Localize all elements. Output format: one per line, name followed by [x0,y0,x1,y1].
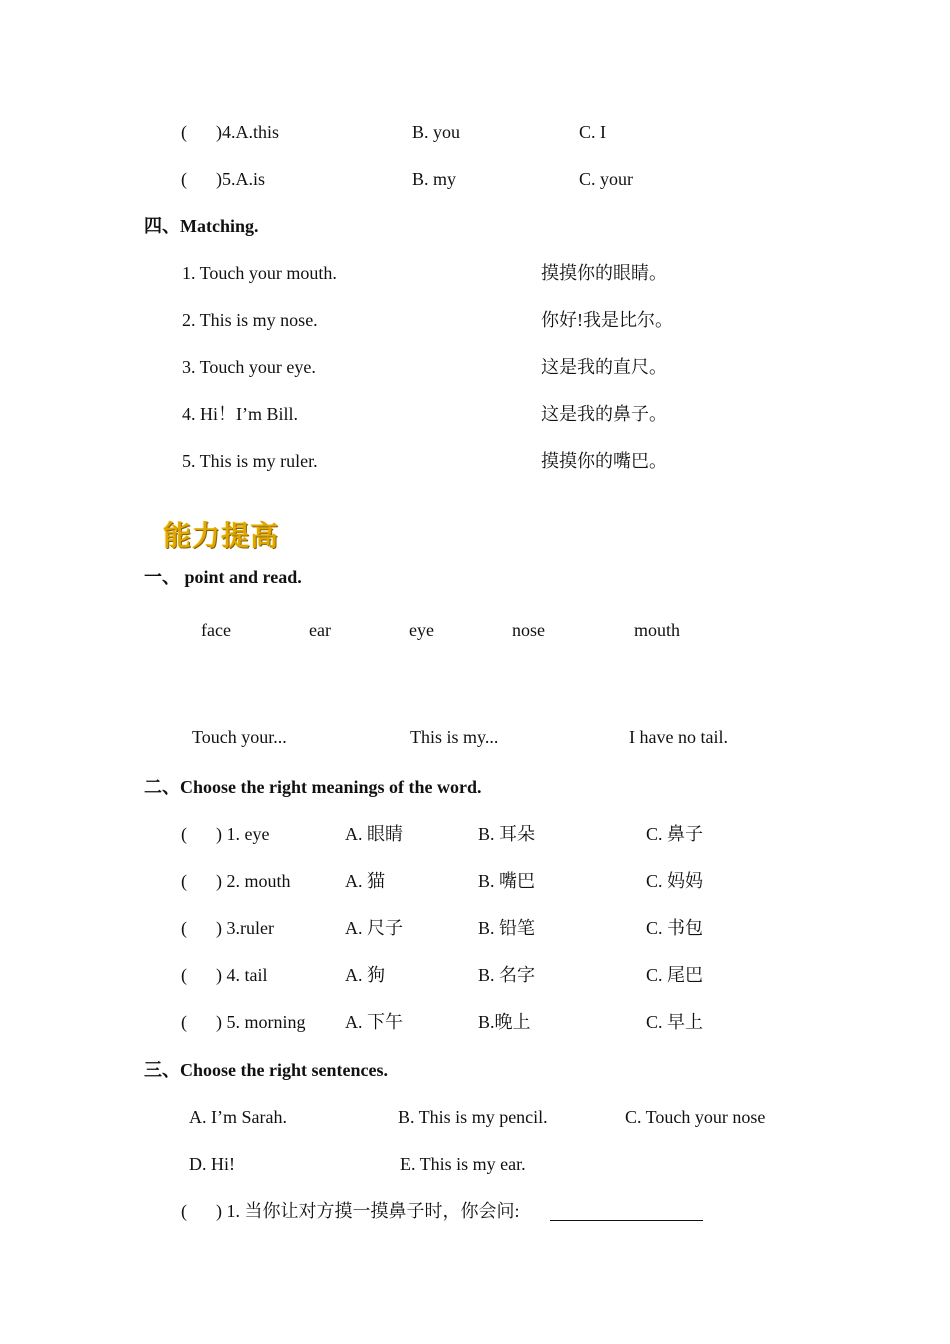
option-b: B. 铅笔 [478,918,536,938]
matching-en-5: 5. This is my ruler. [182,451,318,471]
answer-paren: ( [181,169,187,189]
answer-blank[interactable] [550,1220,703,1221]
sentence-option-d: D. Hi! [189,1154,235,1174]
option-c: C. I [579,122,606,142]
answer-paren: ( [181,965,187,985]
matching-zh-3: 这是我的直尺。 [541,357,667,377]
sentence-option-e: E. This is my ear. [400,1154,526,1174]
point-read-heading: 一、 point and read. [144,567,302,587]
matching-en-1: 1. Touch your mouth. [182,263,337,283]
option-b: B.晚上 [478,1012,531,1032]
sentence-option-c: C. Touch your nose [625,1107,766,1127]
section-banner: 能力提高 [163,519,280,552]
option-c: C. 早上 [646,1012,704,1032]
sentence-question-1: ) 1. 当你让对方摸一摸鼻子时，你会问: [216,1201,520,1221]
option-a: A. 尺子 [345,918,403,938]
option-b: B. 耳朵 [478,824,536,844]
matching-zh-5: 摸摸你的嘴巴。 [541,451,667,471]
matching-zh-1: 摸摸你的眼睛。 [541,263,667,283]
matching-en-3: 3. Touch your eye. [182,357,316,377]
phrase-touch: Touch your... [192,727,287,747]
option-b: B. my [412,169,457,189]
option-b: B. you [412,122,461,142]
question-5: )5.A.is [216,169,265,189]
option-c: C. 妈妈 [646,871,704,891]
matching-zh-4: 这是我的鼻子。 [541,404,667,424]
matching-en-2: 2. This is my nose. [182,310,318,330]
answer-paren: ( [181,122,187,142]
sentence-option-a: A. I’m Sarah. [189,1107,287,1127]
word-mouth: mouth [634,620,681,640]
meaning-question-2: ) 2. mouth [216,871,291,891]
matching-zh-2: 你好!我是比尔。 [541,310,673,330]
matching-heading: 四、Matching. [144,216,259,236]
matching-en-4: 4. Hi！I’m Bill. [182,404,298,424]
sentence-option-b: B. This is my pencil. [398,1107,548,1127]
word-ear: ear [309,620,331,640]
answer-paren: ( [181,918,187,938]
word-eye: eye [409,620,434,640]
option-a: A. 狗 [345,965,385,985]
word-nose: nose [512,620,545,640]
option-c: C. 书包 [646,918,704,938]
answer-paren: ( [181,1201,187,1221]
option-b: B. 嘴巴 [478,871,536,891]
meanings-heading: 二、Choose the right meanings of the word. [144,777,482,797]
meaning-question-3: ) 3.ruler [216,918,274,938]
option-b: B. 名字 [478,965,536,985]
option-a: A. 眼睛 [345,824,403,844]
option-c: C. 尾巴 [646,965,704,985]
phrase-this-is: This is my... [410,727,499,747]
answer-paren: ( [181,1012,187,1032]
meaning-question-1: ) 1. eye [216,824,270,844]
meaning-question-5: ) 5. morning [216,1012,306,1032]
word-face: face [201,620,231,640]
option-c: C. 鼻子 [646,824,704,844]
phrase-no-tail: I have no tail. [629,727,728,747]
option-a: A. 下午 [345,1012,403,1032]
sentences-heading: 三、Choose the right sentences. [144,1060,388,1080]
option-a: A. 猫 [345,871,385,891]
answer-paren: ( [181,871,187,891]
meaning-question-4: ) 4. tail [216,965,268,985]
option-c: C. your [579,169,633,189]
answer-paren: ( [181,824,187,844]
question-4: )4.A.this [216,122,279,142]
